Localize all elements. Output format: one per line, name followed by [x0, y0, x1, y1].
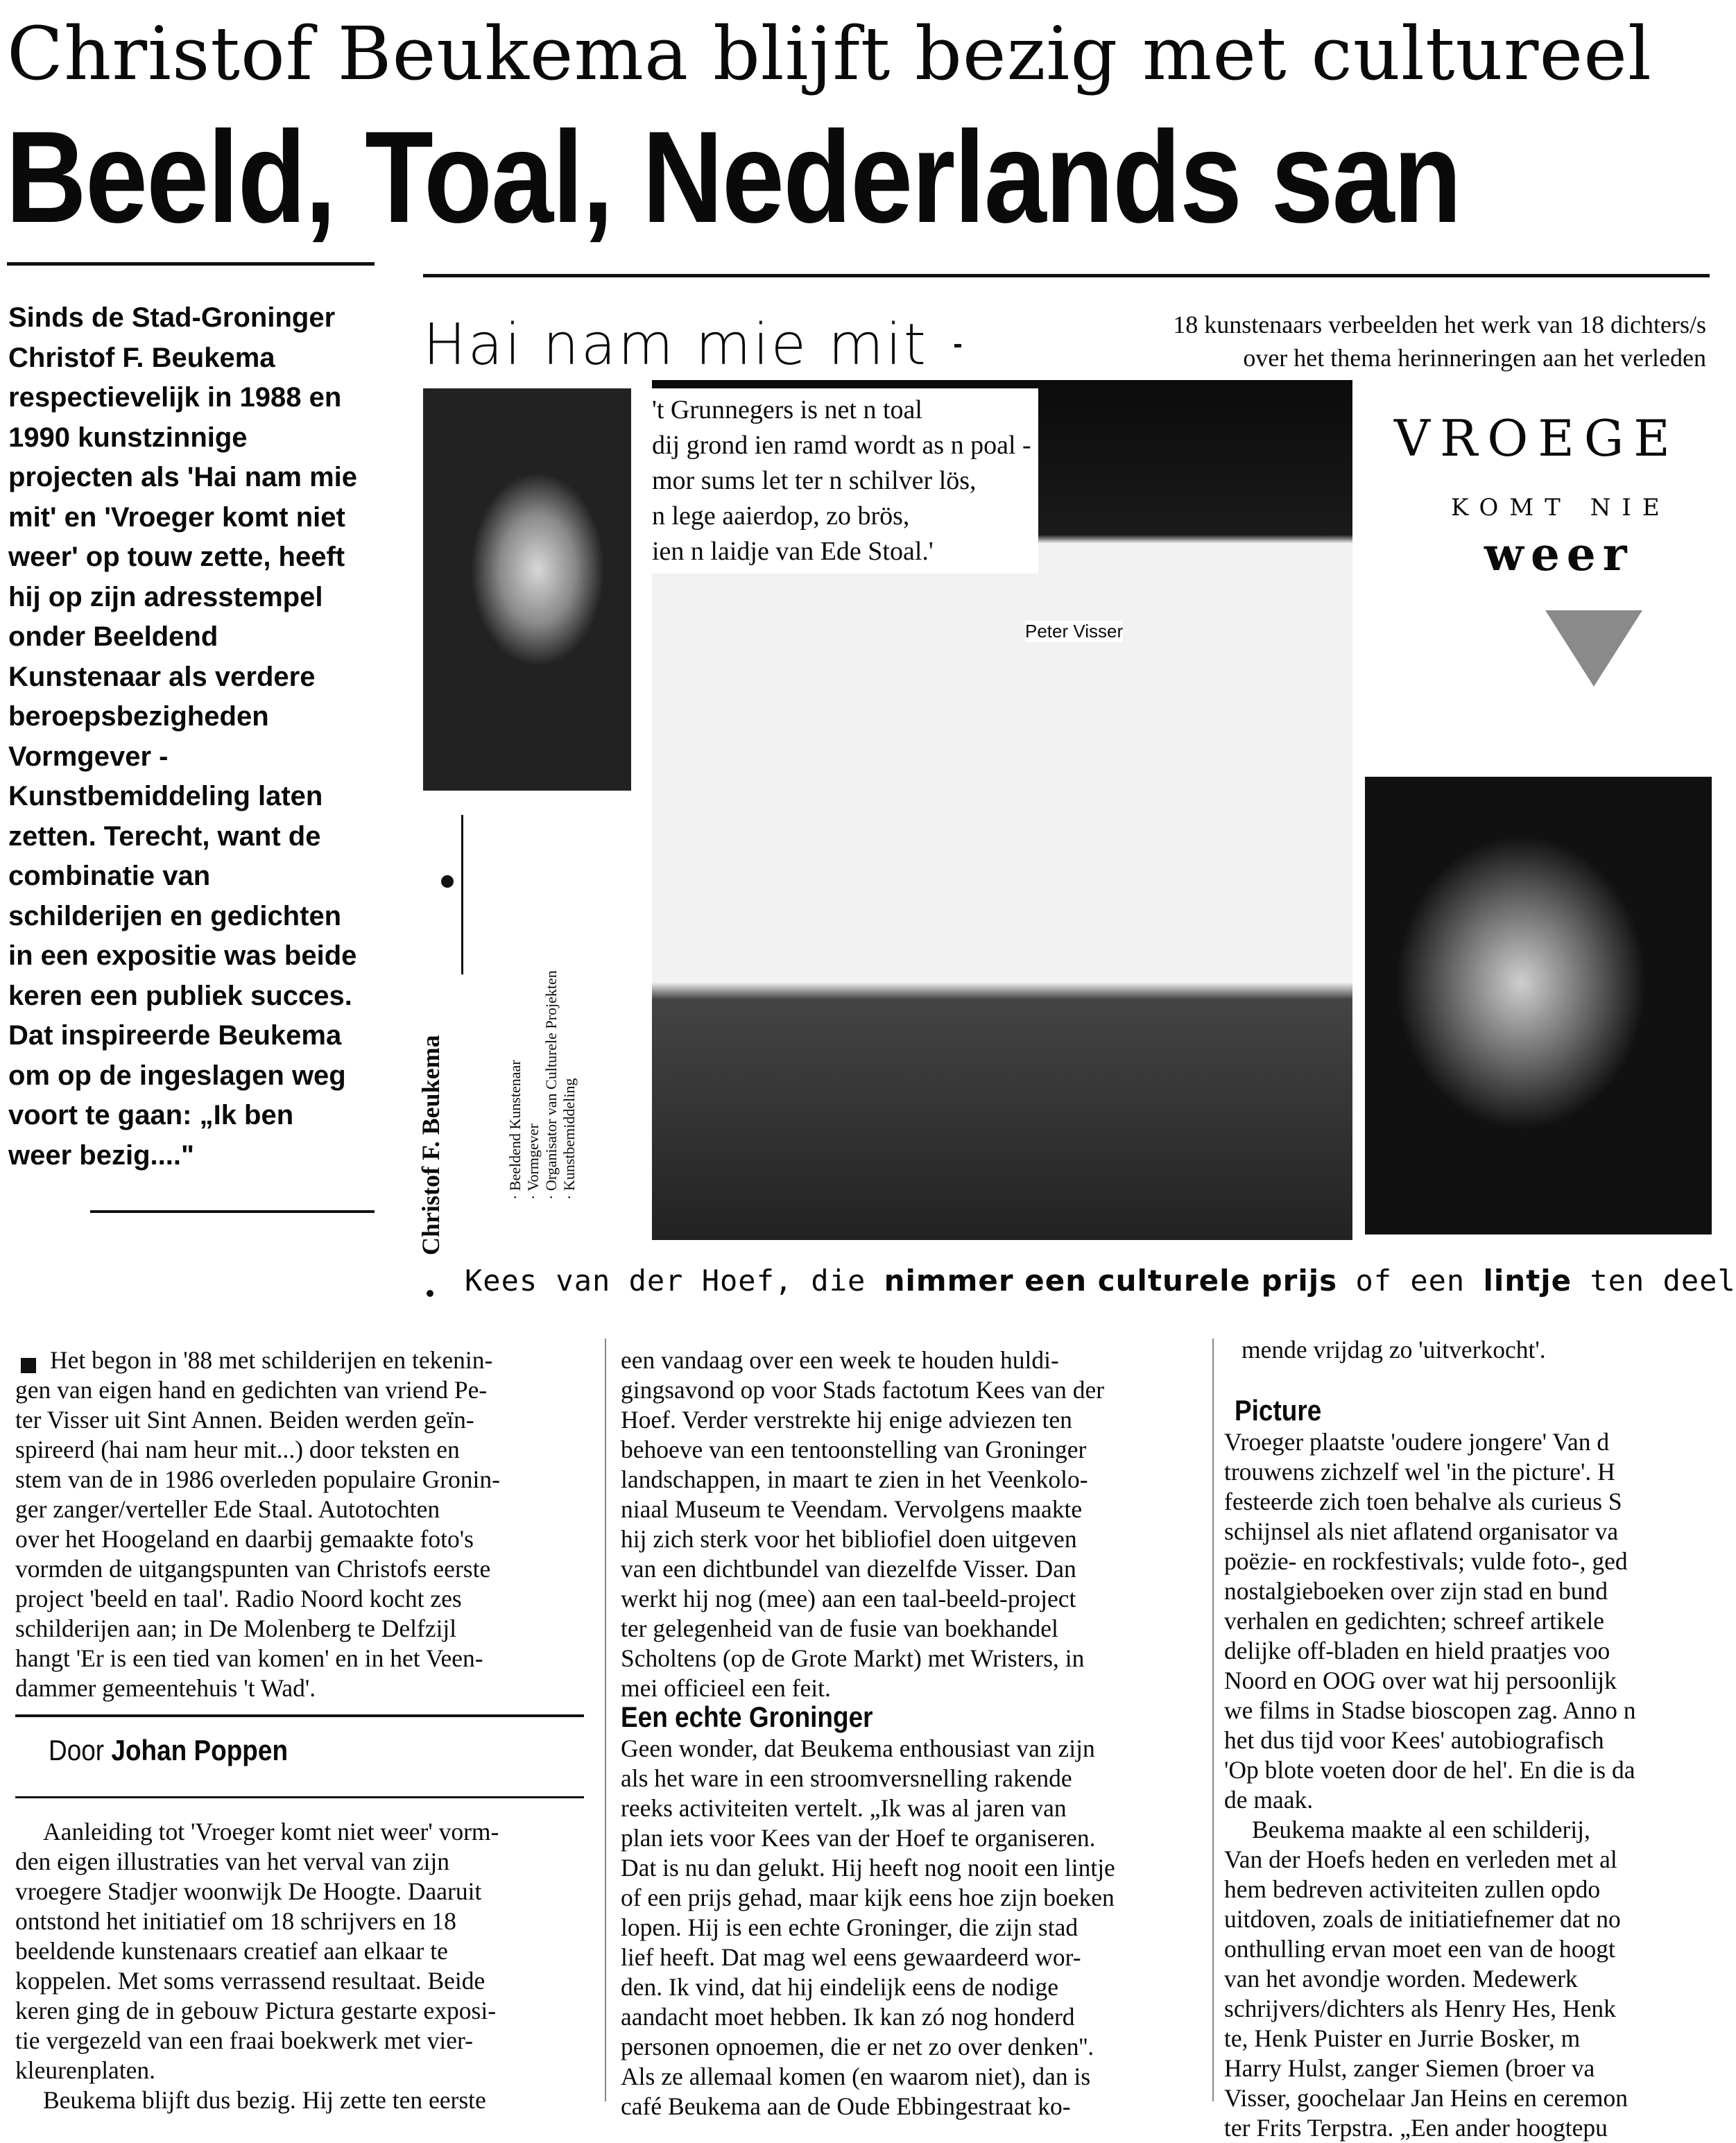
- kicker-headline: Christof Beukema blijft bezig met cultureel: [7, 11, 1652, 96]
- body-line: een vandaag over een week te houden huldi-: [621, 1346, 1059, 1374]
- poet-credit: Peter Visser: [1025, 621, 1124, 642]
- body-line: delijke off-bladen en hield praatjes voo: [1224, 1637, 1610, 1664]
- body-line: nostalgieboeken over zijn stad en bund: [1224, 1577, 1608, 1605]
- body-line: beeldende kunstenaars creatief aan elkaar te: [15, 1937, 448, 1965]
- intro-line: onder Beeldend: [8, 621, 218, 652]
- caption-part: lintje: [1483, 1264, 1572, 1298]
- intro-line: mit' en 'Vroeger komt niet: [8, 501, 345, 533]
- body-line: Harry Hulst, zanger Siemen (broer va: [1224, 2054, 1595, 2082]
- body-line: te, Henk Puister en Jurrie Bosker, m: [1224, 2024, 1581, 2052]
- rule-right: [423, 274, 1710, 277]
- body-line: 'Op blote voeten door de hel'. En die is da: [1224, 1756, 1635, 1784]
- byline-prefix: Door: [49, 1734, 105, 1766]
- column-2-bottom: [621, 1734, 1203, 2122]
- caption-bullet: [427, 1290, 433, 1297]
- body-line: project 'beeld en taal'. Radio Noord kocht zes: [15, 1585, 462, 1612]
- stamp-line: · Vormgever: [524, 1124, 542, 1200]
- main-headline: Beeld, Toal, Nederlands san: [6, 104, 1461, 250]
- stamp-line: · Organisator van Culturele Projekten: [542, 970, 560, 1200]
- intro-line: weer bezig....": [8, 1139, 194, 1171]
- body-line: Beukema blijft dus bezig. Hij zette ten eerste: [43, 2086, 486, 2114]
- intro-line: in een expositie was beide: [8, 940, 357, 971]
- bullet-dot: [954, 344, 961, 347]
- stamp-dot: [441, 875, 454, 888]
- stamp-line: · Kunstbemiddeling: [560, 1078, 578, 1200]
- intro-line: combinatie van: [8, 861, 211, 891]
- stamp-line: · Beeldend Kunstenaar: [506, 1060, 524, 1200]
- body-line: vroegere Stadjer woonwijk De Hoogte. Daaruit: [15, 1877, 482, 1905]
- stamp-name: [416, 1035, 445, 1255]
- photo-kees-van-der-hoef: [1365, 777, 1712, 1234]
- body-line: niaal Museum te Veendam. Vervolgens maakte: [621, 1495, 1083, 1523]
- body-line: den. Ik vind, dat hij eindelijk eens de nodige: [621, 1973, 1058, 2001]
- body-line: uitdoven, zoals de initiatiefnemer dat no: [1224, 1905, 1621, 1933]
- body-line: café Beukema aan de Oude Ebbingestraat ko-: [621, 2092, 1071, 2120]
- hai-nam-mie-mit-title: Hai nam mie mit: [423, 312, 928, 378]
- intro-line: respectievelijk in 1988 en: [8, 382, 342, 413]
- body-line: de maak.: [1224, 1786, 1314, 1814]
- intro-line: voort te gaan: „Ik ben: [8, 1100, 294, 1130]
- byline: [49, 1734, 288, 1767]
- section-heading-echte-groninger: Een echte Groninger: [621, 1701, 873, 1733]
- body-line: keren ging de in gebouw Pictura gestarte exposi-: [15, 1997, 497, 2024]
- caption-part: ten deel: [1590, 1264, 1736, 1298]
- photo-caption: [465, 1264, 1736, 1298]
- body-line: Aanleiding tot 'Vroeger komt niet weer' vorm-: [43, 1818, 499, 1845]
- column-divider: [605, 1339, 606, 2101]
- body-line: Noord en OOG over wat hij persoonlijk: [1224, 1667, 1617, 1694]
- intro-line: 1990 kunstzinnige: [8, 422, 248, 453]
- body-line: lopen. Hij is een echte Groninger, die zijn stad: [621, 1913, 1078, 1941]
- body-line: schrijvers/dichters als Henry Hes, Henk: [1224, 1995, 1616, 2022]
- caption-part: nimmer een culturele prijs: [884, 1264, 1338, 1298]
- body-line: hangt 'Er is een tied van komen' en in het Veen-: [15, 1644, 483, 1672]
- intro-line: Kunstbemiddeling laten: [8, 781, 323, 811]
- graphic-subtitle-2: over het thema herinneringen aan het verleden: [1243, 344, 1706, 372]
- graphic-subtitle-1: 18 kunstenaars verbeelden het werk van 18 dichters/s: [1173, 311, 1706, 338]
- poem-block: [645, 388, 1038, 574]
- intro-line: Kunstenaar als verdere: [8, 661, 316, 692]
- intro-lede: [8, 298, 383, 1176]
- body-line: hij zich sterk voor het bibliofiel doen uitgeven: [621, 1525, 1077, 1553]
- body-line: Het begon in '88 met schilderijen en tekenin-: [50, 1346, 493, 1374]
- body-line: mei officieel een feit.: [621, 1674, 831, 1702]
- body-line: poëzie- en rockfestivals; vulde foto-, ged: [1224, 1547, 1628, 1575]
- body-line: schijnsel als niet aflatend organisator va: [1224, 1517, 1619, 1545]
- body-line: behoeve van een tentoonstelling van Groninger: [621, 1436, 1087, 1463]
- column-divider: [1212, 1339, 1214, 2101]
- rule-left: [7, 262, 375, 266]
- body-line: onthulling ervan moet een van de hoogt: [1224, 1935, 1615, 1963]
- body-line: aandacht moet hebben. Ik kan zó nog honderd: [621, 2003, 1075, 2031]
- body-line: ger zanger/verteller Ede Staal. Autotochten: [15, 1495, 440, 1523]
- column-3-top: [1241, 1335, 1706, 1365]
- body-line: Vroeger plaatste 'oudere jongere' Van d: [1224, 1428, 1610, 1456]
- body-line: Als ze allemaal komen (en waarom niet), dan is: [621, 2063, 1091, 2090]
- column-1-top: [15, 1345, 591, 1703]
- body-line: hem bedreven activiteiten zullen opdo: [1224, 1875, 1601, 1903]
- body-line: trouwens zichzelf wel 'in the picture'. H: [1224, 1458, 1615, 1486]
- poem-line: dij grond ien ramd wordt as n poal -: [652, 431, 1031, 460]
- body-line: festeerde zich toen behalve als curieus S: [1224, 1488, 1622, 1515]
- intro-line: hij op zijn adresstempel: [8, 581, 323, 612]
- intro-line: schilderijen en gedichten: [8, 900, 342, 931]
- body-line: het dus tijd voor Kees' autobiografisch: [1224, 1726, 1604, 1754]
- section-heading-picture: Picture: [1235, 1394, 1322, 1427]
- komt-niet-text: KOMT NIE: [1451, 494, 1671, 522]
- intro-line: Vormgever -: [8, 741, 169, 772]
- body-line: als het ware in een stroomversnelling rakende: [621, 1764, 1072, 1792]
- body-line: verhalen en gedichten; schreef artikele: [1224, 1607, 1604, 1635]
- body-line: gingsavond op voor Stads factotum Kees van der: [621, 1376, 1105, 1404]
- poem-line: 't Grunnegers is net n toal: [652, 395, 922, 424]
- caption-part: Kees van der Hoef, die: [465, 1264, 866, 1298]
- vroeger-logo-text: VROEGE: [1394, 409, 1680, 467]
- body-line: lief heeft. Dat mag wel eens gewaardeerd wor-: [621, 1943, 1081, 1971]
- body-line: plan iets voor Kees van der Hoef te organiseren.: [621, 1824, 1096, 1852]
- stamp-lines: [506, 970, 578, 1200]
- body-line: van een dichtbundel van diezelfde Visser. Dan: [621, 1555, 1076, 1583]
- body-line: koppelen. Met soms verrassend resultaat. Beide: [15, 1967, 485, 1995]
- body-line: over het Hoogeland en daarbij gemaakte foto's: [15, 1525, 474, 1553]
- body-line: we films in Stadse bioscopen zag. Anno n: [1224, 1696, 1636, 1724]
- body-line: Hoef. Verder verstrekte hij enige adviezen ten: [621, 1406, 1072, 1434]
- body-line: ter Frits Terpstra. „Een ander hoogtepu: [1224, 2114, 1608, 2142]
- body-line: tie vergezeld van een fraai boekwerk met vier-: [15, 2026, 473, 2054]
- body-line: Beukema maakte al een schilderij,: [1252, 1816, 1590, 1843]
- body-line: werkt hij nog (mee) aan een taal-beeld-project: [621, 1585, 1076, 1612]
- byline-rule-top: [15, 1714, 584, 1717]
- body-line: spireerd (hai nam heur mit...) door teksten en: [15, 1436, 460, 1463]
- body-line: reeks activiteiten vertelt. „Ik was al jaren van: [621, 1794, 1067, 1822]
- body-line: schilderijen aan; in De Molenberg te Delfzijl: [15, 1615, 457, 1642]
- body-line: Geen wonder, dat Beukema enthousiast van zijn: [621, 1735, 1095, 1762]
- body-line: Scholtens (op de Grote Markt) met Wristers, in: [621, 1644, 1085, 1672]
- body-line: ter Visser uit Sint Annen. Beiden werden geïn-: [15, 1406, 474, 1434]
- intro-line: projecten als 'Hai nam mie: [8, 462, 358, 492]
- body-line: Visser, goochelaar Jan Heins en ceremon: [1224, 2084, 1628, 2112]
- poem-line: mor sums let ter n schilver lös,: [652, 466, 977, 495]
- column-3-bottom: [1224, 1427, 1710, 2143]
- intro-line: weer' op touw zette, heeft: [8, 542, 345, 572]
- byline-rule-bottom: [15, 1796, 584, 1798]
- body-line: van het avondje worden. Medewerk: [1224, 1965, 1578, 1993]
- body-line: of een prijs gehad, maar kijk eens hoe zijn boeken: [621, 1884, 1115, 1911]
- body-line: gen van eigen hand en gedichten van vriend Pe-: [15, 1376, 488, 1404]
- intro-line: Dat inspireerde Beukema: [8, 1020, 342, 1051]
- intro-line: beroepsbezigheden: [8, 701, 269, 732]
- byline-author: Johan Poppen: [111, 1734, 289, 1766]
- intro-line: Christof F. Beukema: [8, 342, 275, 373]
- body-line: vormden de uitgangspunten van Christofs eerste: [15, 1555, 491, 1583]
- body-line: landschappen, in maart te zien in het Veenkolo-: [621, 1465, 1088, 1493]
- poem-line: n lege aaierdop, zo brös,: [652, 501, 910, 531]
- body-line: ontstond het initiatief om 18 schrijvers en 18: [15, 1907, 456, 1935]
- column-2-top: [621, 1345, 1203, 1703]
- weer-text: weer: [1484, 527, 1634, 581]
- intro-line: zetten. Terecht, want de: [8, 820, 321, 852]
- body-line: ter gelegenheid van de fusie van boekhandel: [621, 1615, 1058, 1642]
- body-line: dammer gemeentehuis 't Wad'.: [15, 1674, 316, 1702]
- portrait-photo-beukema: [423, 388, 631, 791]
- rule-intro-bottom: [90, 1210, 375, 1213]
- body-line: personen opnoemen, die er net zo over denken''.: [621, 2033, 1094, 2060]
- column-1-bottom: [15, 1817, 591, 2115]
- body-line: den eigen illustraties van het verval van zijn: [15, 1848, 449, 1875]
- poem-line: ien n laidje van Ede Stoal.': [652, 537, 934, 566]
- intro-line: keren een publiek succes.: [8, 980, 352, 1011]
- intro-line: Sinds de Stad-Groninger: [8, 302, 336, 333]
- body-line: stem van de in 1986 overleden populaire Gronin-: [15, 1465, 500, 1493]
- caption-part: of een: [1355, 1264, 1466, 1298]
- body-line: kleurenplaten.: [15, 2056, 156, 2084]
- body-line: mende vrijdag zo 'uitverkocht'.: [1241, 1336, 1546, 1363]
- intro-line: om op de ingeslagen weg: [8, 1060, 346, 1091]
- triangle-graphic: [1545, 610, 1642, 687]
- stamp-name-text: Christof F. Beukema: [417, 1035, 445, 1255]
- stamp-rule: [461, 815, 463, 974]
- body-line: Van der Hoefs heden en verleden met al: [1224, 1845, 1617, 1873]
- body-line: Dat is nu dan gelukt. Hij heeft nog nooit een lintje: [621, 1854, 1115, 1882]
